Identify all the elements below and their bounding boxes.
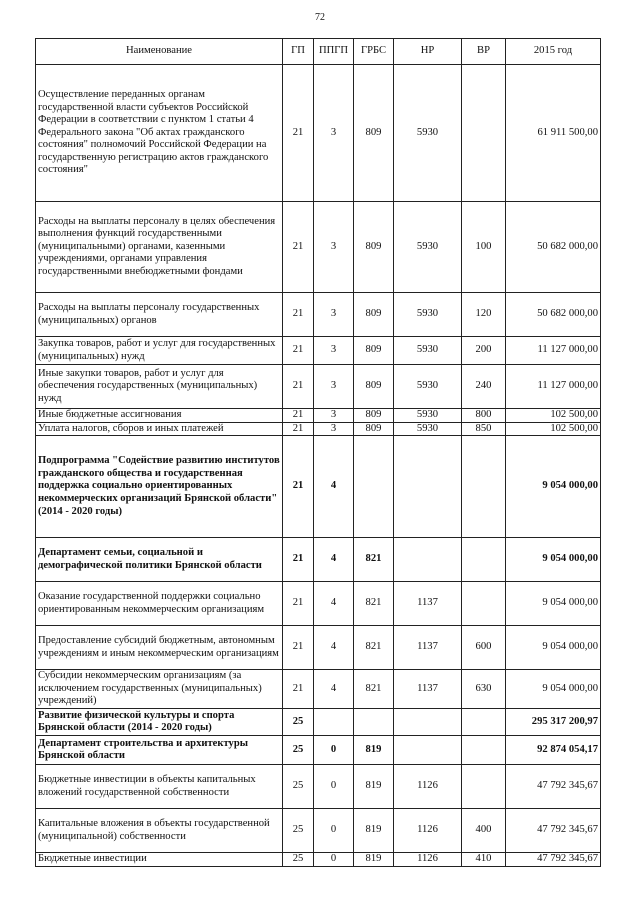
cell-gp: 25 [283,709,314,736]
cell-amount: 102 500,00 [506,422,601,436]
cell-nr: 1126 [394,765,462,809]
cell-nr: 5930 [394,65,462,202]
cell-amount: 9 054 000,00 [506,436,601,538]
table-header-row [36,39,601,65]
table-row [36,709,601,736]
cell-vr: 850 [462,422,506,436]
cell-vr: 630 [462,670,506,709]
cell-gp: 21 [283,65,314,202]
cell-vr: 200 [462,337,506,365]
cell-nr: 1126 [394,809,462,853]
cell-gp: 25 [283,765,314,809]
cell-amount: 47 792 345,67 [506,809,601,853]
cell-name: Подпрограмма "Содействие развитию институтов гражданского общества и государственная поддержка социально ориентированных некоммерческих организаций Брянской области" (2014 - 2020 годы) [36,436,283,538]
cell-name: Уплата налогов, сборов и иных платежей [36,422,283,436]
cell-gp: 25 [283,809,314,853]
cell-gp: 25 [283,853,314,867]
cell-vr: 800 [462,409,506,423]
cell-amount: 47 792 345,67 [506,765,601,809]
cell-name: Департамент семьи, социальной и демографической политики Брянской области [36,538,283,582]
cell-vr [462,709,506,736]
cell-nr: 5930 [394,202,462,293]
cell-grbs: 809 [354,202,394,293]
cell-ppgp: 3 [314,337,354,365]
cell-amount: 92 874 054,17 [506,736,601,765]
cell-amount: 47 792 345,67 [506,853,601,867]
header-ppgp: ППГП [314,39,354,65]
cell-name: Развитие физической культуры и спорта Брянской области (2014 - 2020 годы) [36,709,283,736]
header-name: Наименование [36,39,283,65]
header-nr: НР [394,39,462,65]
cell-name: Бюджетные инвестиции [36,853,283,867]
header-grbs: ГРБС [354,39,394,65]
cell-nr: 5930 [394,422,462,436]
header-year-2015: 2015 год [506,39,601,65]
cell-vr [462,736,506,765]
cell-amount: 50 682 000,00 [506,202,601,293]
cell-nr: 5930 [394,409,462,423]
cell-vr: 600 [462,626,506,670]
cell-nr: 5930 [394,293,462,337]
cell-vr [462,436,506,538]
cell-amount: 50 682 000,00 [506,293,601,337]
cell-gp: 21 [283,436,314,538]
cell-grbs: 819 [354,809,394,853]
cell-gp: 21 [283,538,314,582]
cell-vr [462,538,506,582]
cell-nr [394,709,462,736]
cell-amount: 11 127 000,00 [506,365,601,409]
cell-vr: 400 [462,809,506,853]
cell-grbs: 821 [354,582,394,626]
cell-gp: 21 [283,582,314,626]
cell-gp: 21 [283,365,314,409]
cell-vr [462,765,506,809]
cell-amount: 11 127 000,00 [506,337,601,365]
cell-name: Оказание государственной поддержки социально ориентированным некоммерческим организациям [36,582,283,626]
cell-gp: 21 [283,626,314,670]
table-row [36,422,601,436]
cell-grbs: 819 [354,853,394,867]
cell-ppgp: 0 [314,736,354,765]
cell-ppgp: 4 [314,436,354,538]
cell-grbs: 819 [354,765,394,809]
cell-ppgp: 4 [314,582,354,626]
cell-ppgp: 0 [314,853,354,867]
table-row [36,582,601,626]
cell-vr: 120 [462,293,506,337]
table-row [36,853,601,867]
cell-ppgp: 3 [314,422,354,436]
cell-grbs: 821 [354,538,394,582]
cell-nr [394,736,462,765]
cell-grbs: 809 [354,365,394,409]
table-row [36,436,601,538]
cell-gp: 21 [283,293,314,337]
cell-ppgp: 0 [314,765,354,809]
table-row [36,65,601,202]
cell-grbs: 809 [354,337,394,365]
cell-nr: 5930 [394,365,462,409]
cell-amount: 61 911 500,00 [506,65,601,202]
cell-amount: 9 054 000,00 [506,538,601,582]
cell-nr: 1137 [394,582,462,626]
cell-vr: 100 [462,202,506,293]
cell-ppgp: 3 [314,293,354,337]
table-row [36,293,601,337]
cell-vr: 410 [462,853,506,867]
cell-ppgp: 0 [314,809,354,853]
cell-ppgp [314,709,354,736]
table-row [36,626,601,670]
cell-name: Департамент строительства и архитектуры Брянской области [36,736,283,765]
cell-grbs: 809 [354,409,394,423]
cell-vr [462,582,506,626]
cell-ppgp: 4 [314,670,354,709]
cell-grbs [354,709,394,736]
cell-nr [394,436,462,538]
table-row [36,337,601,365]
cell-gp: 21 [283,670,314,709]
cell-grbs: 819 [354,736,394,765]
cell-grbs: 809 [354,293,394,337]
cell-name: Осуществление переданных органам государственной власти субъектов Российской Федерации в соответствии с пунктом 1 статьи 4 Федерального закона "Об актах гражданского состояния" полномочий Российской Федерации на государственную регистрацию актов гражданского состояния" [36,65,283,202]
cell-gp: 21 [283,422,314,436]
cell-vr [462,65,506,202]
cell-ppgp: 3 [314,409,354,423]
cell-amount: 9 054 000,00 [506,582,601,626]
cell-grbs: 809 [354,65,394,202]
cell-name: Иные закупки товаров, работ и услуг для обеспечения государственных (муниципальных) нужд [36,365,283,409]
cell-nr [394,538,462,582]
cell-name: Капитальные вложения в объекты государственной (муниципальной) собственности [36,809,283,853]
table-row [36,809,601,853]
cell-grbs: 809 [354,422,394,436]
cell-nr: 1126 [394,853,462,867]
cell-ppgp: 4 [314,538,354,582]
cell-nr: 5930 [394,337,462,365]
page-number: 72 [315,12,325,23]
cell-vr: 240 [462,365,506,409]
cell-name: Предоставление субсидий бюджетным, автономным учреждениям и иным некоммерческим организациям [36,626,283,670]
table-row [36,409,601,423]
cell-name: Иные бюджетные ассигнования [36,409,283,423]
cell-grbs [354,436,394,538]
cell-amount: 9 054 000,00 [506,670,601,709]
header-vr: ВР [462,39,506,65]
cell-gp: 21 [283,202,314,293]
cell-ppgp: 3 [314,65,354,202]
cell-ppgp: 3 [314,202,354,293]
cell-amount: 295 317 200,97 [506,709,601,736]
header-gp: ГП [283,39,314,65]
cell-name: Расходы на выплаты персоналу государственных (муниципальных) органов [36,293,283,337]
cell-name: Расходы на выплаты персоналу в целях обеспечения выполнения функций государственными (муниципальными) органами, казенными учреждениями, органами управления государственными внебюджетными фондами [36,202,283,293]
cell-grbs: 821 [354,670,394,709]
table-row [36,538,601,582]
cell-ppgp: 4 [314,626,354,670]
cell-ppgp: 3 [314,365,354,409]
table-row [36,202,601,293]
cell-gp: 21 [283,409,314,423]
cell-nr: 1137 [394,626,462,670]
cell-name: Закупка товаров, работ и услуг для государственных (муниципальных) нужд [36,337,283,365]
cell-gp: 21 [283,337,314,365]
table-row [36,736,601,765]
cell-grbs: 821 [354,626,394,670]
table-row [36,765,601,809]
cell-nr: 1137 [394,670,462,709]
table-row [36,670,601,709]
cell-name: Бюджетные инвестиции в объекты капитальных вложений государственной собственности [36,765,283,809]
cell-gp: 25 [283,736,314,765]
cell-amount: 102 500,00 [506,409,601,423]
cell-name: Субсидии некоммерческим организациям (за исключением государственных (муниципальных) учреждений) [36,670,283,709]
budget-table [35,38,601,867]
cell-amount: 9 054 000,00 [506,626,601,670]
table-row [36,365,601,409]
